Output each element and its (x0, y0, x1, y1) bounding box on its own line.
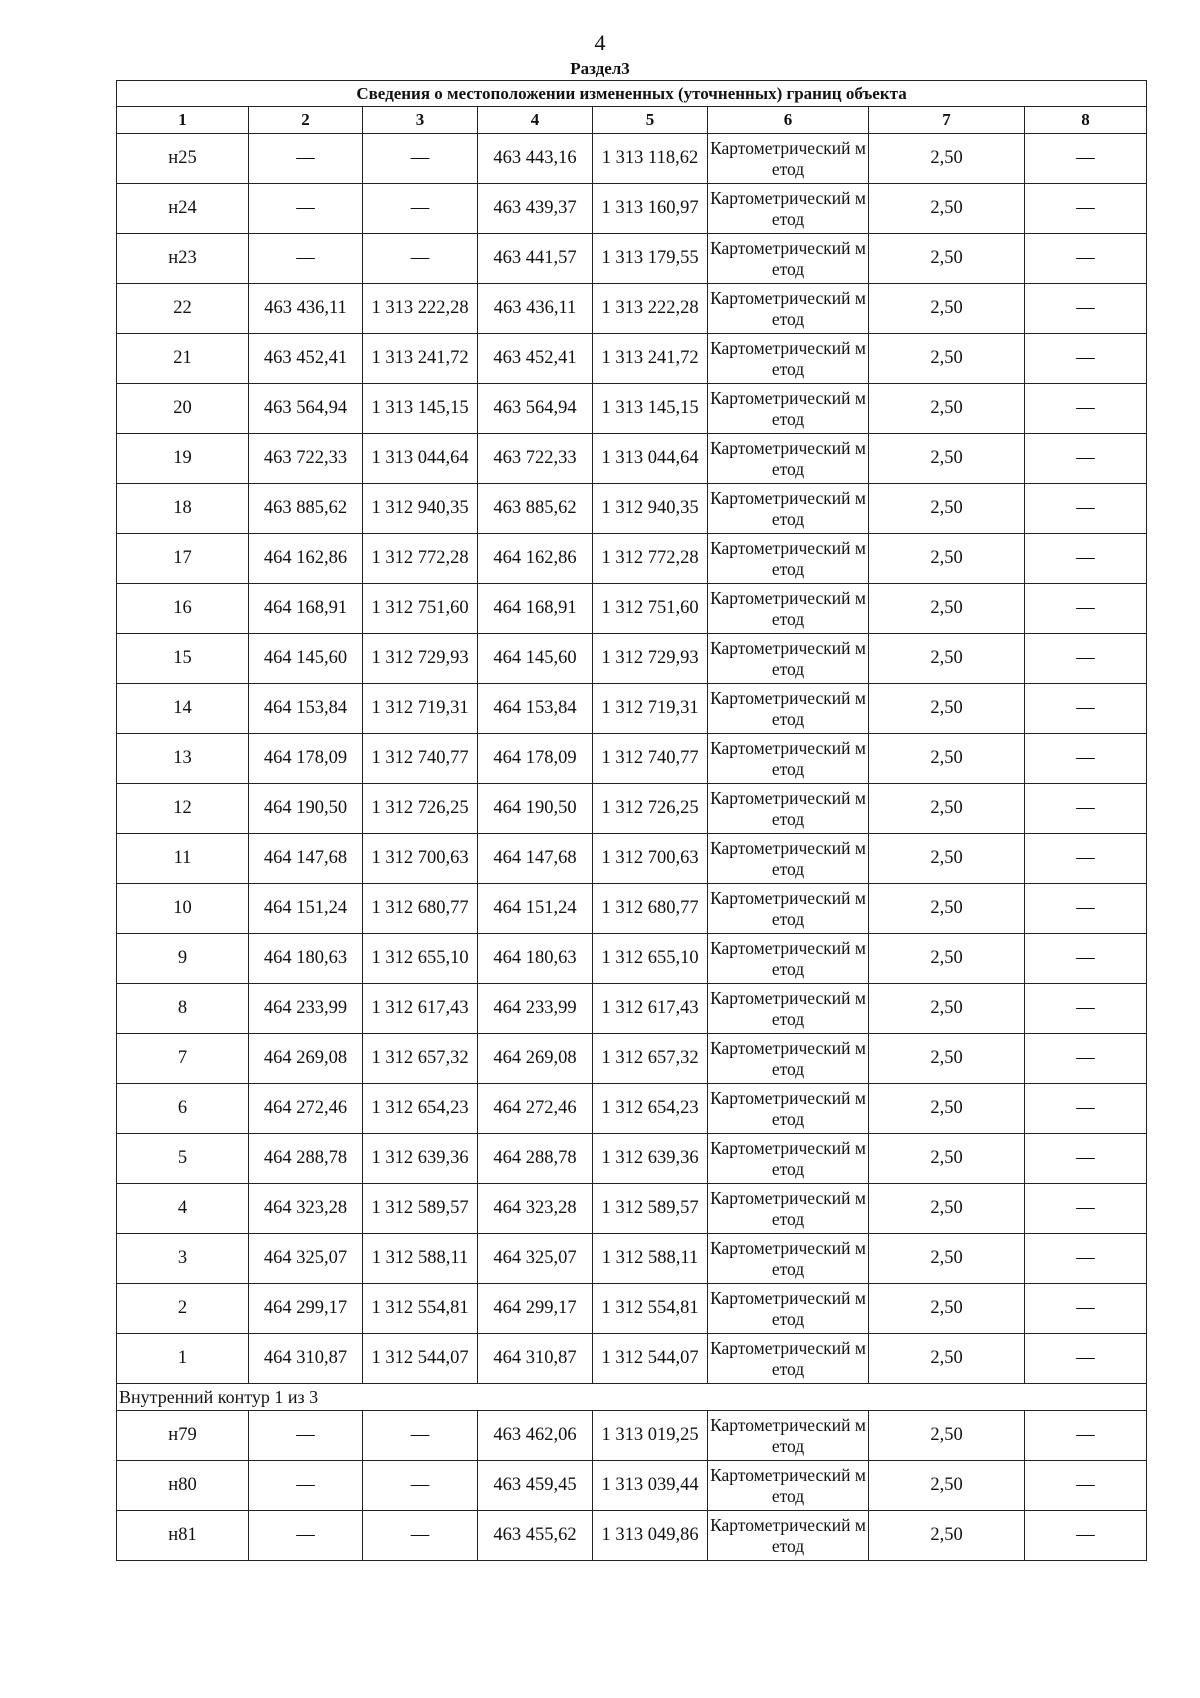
new-x-cell: 463 436,11 (478, 284, 593, 334)
accuracy-cell: 2,50 (869, 934, 1025, 984)
old-y-cell: 1 312 726,25 (363, 784, 478, 834)
new-x-cell: 463 443,16 (478, 134, 593, 184)
description-cell: — (1025, 1234, 1147, 1284)
method-cell: Картометрический метод (708, 784, 869, 834)
inner-contour-rows (117, 1411, 1147, 1561)
accuracy-cell: 2,50 (869, 734, 1025, 784)
method-cell: Картометрический метод (708, 1134, 869, 1184)
description-cell: — (1025, 534, 1147, 584)
old-y-cell: 1 312 655,10 (363, 934, 478, 984)
method-cell: Картометрический метод (708, 1084, 869, 1134)
old-y-cell: 1 312 729,93 (363, 634, 478, 684)
description-cell: — (1025, 684, 1147, 734)
old-y-cell: 1 312 772,28 (363, 534, 478, 584)
new-x-cell: 464 190,50 (478, 784, 593, 834)
new-x-cell: 464 162,86 (478, 534, 593, 584)
table-row (117, 984, 1147, 1034)
method-cell: Картометрический метод (708, 1511, 869, 1561)
accuracy-cell: 2,50 (869, 534, 1025, 584)
new-x-cell: 463 462,06 (478, 1411, 593, 1461)
old-y-cell: 1 313 044,64 (363, 434, 478, 484)
table-row (117, 384, 1147, 434)
point-number-cell: 12 (117, 784, 249, 834)
new-y-cell: 1 312 740,77 (593, 734, 708, 784)
description-cell: — (1025, 734, 1147, 784)
new-x-cell: 464 288,78 (478, 1134, 593, 1184)
table-row (117, 1034, 1147, 1084)
method-cell: Картометрический метод (708, 884, 869, 934)
point-number-cell: 16 (117, 584, 249, 634)
table-row (117, 1084, 1147, 1134)
column-number: 2 (249, 107, 363, 134)
description-cell: — (1025, 384, 1147, 434)
point-number-cell: 1 (117, 1334, 249, 1384)
accuracy-cell: 2,50 (869, 134, 1025, 184)
point-number-cell: н81 (117, 1511, 249, 1561)
point-number-cell: 17 (117, 534, 249, 584)
table-row (117, 1511, 1147, 1561)
method-cell: Картометрический метод (708, 384, 869, 434)
description-cell: — (1025, 984, 1147, 1034)
accuracy-cell: 2,50 (869, 784, 1025, 834)
old-x-cell: 464 168,91 (249, 584, 363, 634)
accuracy-cell: 2,50 (869, 1511, 1025, 1561)
old-x-cell: — (249, 1411, 363, 1461)
description-cell: — (1025, 1284, 1147, 1334)
new-x-cell: 463 439,37 (478, 184, 593, 234)
point-number-cell: 18 (117, 484, 249, 534)
table-row (117, 1184, 1147, 1234)
new-y-cell: 1 312 751,60 (593, 584, 708, 634)
new-x-cell: 464 233,99 (478, 984, 593, 1034)
accuracy-cell: 2,50 (869, 884, 1025, 934)
description-cell: — (1025, 134, 1147, 184)
table-row (117, 284, 1147, 334)
method-cell: Картометрический метод (708, 1334, 869, 1384)
method-cell: Картометрический метод (708, 584, 869, 634)
column-number: 3 (363, 107, 478, 134)
description-cell: — (1025, 234, 1147, 284)
description-cell: — (1025, 1411, 1147, 1461)
new-x-cell: 464 272,46 (478, 1084, 593, 1134)
accuracy-cell: 2,50 (869, 1411, 1025, 1461)
accuracy-cell: 2,50 (869, 1184, 1025, 1234)
description-cell: — (1025, 1034, 1147, 1084)
point-number-cell: 21 (117, 334, 249, 384)
accuracy-cell: 2,50 (869, 434, 1025, 484)
description-cell: — (1025, 484, 1147, 534)
point-number-cell: 8 (117, 984, 249, 1034)
point-number-cell: н79 (117, 1411, 249, 1461)
new-y-cell: 1 312 544,07 (593, 1334, 708, 1384)
old-x-cell: 464 325,07 (249, 1234, 363, 1284)
description-cell: — (1025, 434, 1147, 484)
point-number-cell: н23 (117, 234, 249, 284)
column-number: 6 (708, 107, 869, 134)
old-x-cell: 464 233,99 (249, 984, 363, 1034)
new-y-cell: 1 312 639,36 (593, 1134, 708, 1184)
description-cell: — (1025, 784, 1147, 834)
column-number: 7 (869, 107, 1025, 134)
description-cell: — (1025, 1334, 1147, 1384)
accuracy-cell: 2,50 (869, 234, 1025, 284)
old-y-cell: — (363, 1411, 478, 1461)
accuracy-cell: 2,50 (869, 384, 1025, 434)
method-cell: Картометрический метод (708, 134, 869, 184)
point-number-cell: 13 (117, 734, 249, 784)
accuracy-cell: 2,50 (869, 1334, 1025, 1384)
old-y-cell: 1 312 588,11 (363, 1234, 478, 1284)
table-row (117, 1134, 1147, 1184)
accuracy-cell: 2,50 (869, 184, 1025, 234)
old-y-cell: 1 312 589,57 (363, 1184, 478, 1234)
description-cell: — (1025, 634, 1147, 684)
old-x-cell: 464 190,50 (249, 784, 363, 834)
old-y-cell: 1 313 145,15 (363, 384, 478, 434)
outer-contour-rows (117, 134, 1147, 1384)
old-y-cell: 1 312 544,07 (363, 1334, 478, 1384)
accuracy-cell: 2,50 (869, 1284, 1025, 1334)
old-x-cell: 464 299,17 (249, 1284, 363, 1334)
inner-contour-header (117, 1384, 1147, 1411)
new-y-cell: 1 312 726,25 (593, 784, 708, 834)
description-cell: — (1025, 1084, 1147, 1134)
description-cell: — (1025, 284, 1147, 334)
accuracy-cell: 2,50 (869, 484, 1025, 534)
old-y-cell: 1 312 740,77 (363, 734, 478, 784)
page-number: 4 (594, 30, 606, 55)
table-row (117, 584, 1147, 634)
method-cell: Картометрический метод (708, 334, 869, 384)
table-row (117, 1234, 1147, 1284)
point-number-cell: 14 (117, 684, 249, 734)
new-y-cell: 1 313 145,15 (593, 384, 708, 434)
old-x-cell: 464 151,24 (249, 884, 363, 934)
old-x-cell: — (249, 184, 363, 234)
new-x-cell: 463 885,62 (478, 484, 593, 534)
accuracy-cell: 2,50 (869, 284, 1025, 334)
old-y-cell: 1 312 657,32 (363, 1034, 478, 1084)
new-x-cell: 464 178,09 (478, 734, 593, 784)
method-cell: Картометрический метод (708, 734, 869, 784)
old-x-cell: 464 147,68 (249, 834, 363, 884)
accuracy-cell: 2,50 (869, 1084, 1025, 1134)
method-cell: Картометрический метод (708, 1034, 869, 1084)
new-y-cell: 1 312 654,23 (593, 1084, 708, 1134)
table-row (117, 184, 1147, 234)
table-row (117, 134, 1147, 184)
new-x-cell: 463 455,62 (478, 1511, 593, 1561)
method-cell: Картометрический метод (708, 1284, 869, 1334)
old-y-cell: — (363, 234, 478, 284)
description-cell: — (1025, 1461, 1147, 1511)
point-number-cell: 3 (117, 1234, 249, 1284)
old-x-cell: 464 145,60 (249, 634, 363, 684)
old-y-cell: — (363, 184, 478, 234)
method-cell: Картометрический метод (708, 484, 869, 534)
old-x-cell: — (249, 234, 363, 284)
table-row (117, 1411, 1147, 1461)
old-x-cell: 464 178,09 (249, 734, 363, 784)
new-y-cell: 1 313 044,64 (593, 434, 708, 484)
new-x-cell: 463 441,57 (478, 234, 593, 284)
new-y-cell: 1 313 019,25 (593, 1411, 708, 1461)
method-cell: Картометрический метод (708, 1461, 869, 1511)
table-title-row (117, 81, 1147, 107)
table-row (117, 1461, 1147, 1511)
column-number-row (117, 107, 1147, 134)
point-number-cell: 10 (117, 884, 249, 934)
method-cell: Картометрический метод (708, 634, 869, 684)
point-number-cell: 20 (117, 384, 249, 434)
accuracy-cell: 2,50 (869, 834, 1025, 884)
new-x-cell: 463 564,94 (478, 384, 593, 434)
point-number-cell: 5 (117, 1134, 249, 1184)
column-number: 8 (1025, 107, 1147, 134)
old-y-cell: — (363, 1461, 478, 1511)
accuracy-cell: 2,50 (869, 1134, 1025, 1184)
point-number-cell: 22 (117, 284, 249, 334)
old-x-cell: 464 272,46 (249, 1084, 363, 1134)
method-cell: Картометрический метод (708, 434, 869, 484)
old-y-cell: 1 312 940,35 (363, 484, 478, 534)
new-y-cell: 1 312 554,81 (593, 1284, 708, 1334)
old-y-cell: — (363, 1511, 478, 1561)
inner-contour-label: Внутренний контур 1 из 3 (117, 1384, 1147, 1411)
new-y-cell: 1 312 588,11 (593, 1234, 708, 1284)
point-number-cell: 6 (117, 1084, 249, 1134)
method-cell: Картометрический метод (708, 684, 869, 734)
old-y-cell: 1 312 751,60 (363, 584, 478, 634)
old-y-cell: 1 313 222,28 (363, 284, 478, 334)
table-row (117, 1334, 1147, 1384)
new-x-cell: 464 145,60 (478, 634, 593, 684)
new-y-cell: 1 313 160,97 (593, 184, 708, 234)
table-row (117, 534, 1147, 584)
table-row (117, 734, 1147, 784)
accuracy-cell: 2,50 (869, 634, 1025, 684)
inner-contour-row (117, 1384, 1147, 1411)
point-number-cell: 15 (117, 634, 249, 684)
old-x-cell: — (249, 1511, 363, 1561)
new-y-cell: 1 312 589,57 (593, 1184, 708, 1234)
table-row (117, 934, 1147, 984)
old-x-cell: — (249, 1461, 363, 1511)
new-x-cell: 464 269,08 (478, 1034, 593, 1084)
old-x-cell: 464 162,86 (249, 534, 363, 584)
column-number: 4 (478, 107, 593, 134)
table-row (117, 634, 1147, 684)
new-x-cell: 464 151,24 (478, 884, 593, 934)
table-row (117, 1284, 1147, 1334)
table-title: Сведения о местоположении измененных (уточненных) границ объекта (117, 81, 1147, 107)
description-cell: — (1025, 334, 1147, 384)
method-cell: Картометрический метод (708, 284, 869, 334)
point-number-cell: 11 (117, 834, 249, 884)
table-row (117, 484, 1147, 534)
new-y-cell: 1 312 617,43 (593, 984, 708, 1034)
accuracy-cell: 2,50 (869, 334, 1025, 384)
old-x-cell: 464 153,84 (249, 684, 363, 734)
new-y-cell: 1 313 222,28 (593, 284, 708, 334)
new-x-cell: 464 310,87 (478, 1334, 593, 1384)
old-x-cell: — (249, 134, 363, 184)
new-x-cell: 464 147,68 (478, 834, 593, 884)
old-x-cell: 464 288,78 (249, 1134, 363, 1184)
old-x-cell: 463 452,41 (249, 334, 363, 384)
accuracy-cell: 2,50 (869, 1234, 1025, 1284)
method-cell: Картометрический метод (708, 1411, 869, 1461)
old-x-cell: 463 722,33 (249, 434, 363, 484)
new-y-cell: 1 312 680,77 (593, 884, 708, 934)
old-y-cell: 1 312 680,77 (363, 884, 478, 934)
new-x-cell: 464 153,84 (478, 684, 593, 734)
accuracy-cell: 2,50 (869, 684, 1025, 734)
description-cell: — (1025, 934, 1147, 984)
old-y-cell: 1 312 617,43 (363, 984, 478, 1034)
column-number: 1 (117, 107, 249, 134)
column-number: 5 (593, 107, 708, 134)
description-cell: — (1025, 884, 1147, 934)
table-row (117, 334, 1147, 384)
old-y-cell: 1 312 654,23 (363, 1084, 478, 1134)
description-cell: — (1025, 184, 1147, 234)
method-cell: Картометрический метод (708, 1234, 869, 1284)
new-y-cell: 1 313 049,86 (593, 1511, 708, 1561)
method-cell: Картометрический метод (708, 934, 869, 984)
new-y-cell: 1 312 940,35 (593, 484, 708, 534)
old-y-cell: 1 312 719,31 (363, 684, 478, 734)
new-x-cell: 464 323,28 (478, 1184, 593, 1234)
new-y-cell: 1 313 179,55 (593, 234, 708, 284)
table-row (117, 234, 1147, 284)
new-y-cell: 1 312 729,93 (593, 634, 708, 684)
accuracy-cell: 2,50 (869, 1461, 1025, 1511)
method-cell: Картометрический метод (708, 234, 869, 284)
table-row (117, 834, 1147, 884)
point-number-cell: 19 (117, 434, 249, 484)
new-y-cell: 1 313 241,72 (593, 334, 708, 384)
new-x-cell: 464 180,63 (478, 934, 593, 984)
method-cell: Картометрический метод (708, 1184, 869, 1234)
new-y-cell: 1 312 655,10 (593, 934, 708, 984)
new-x-cell: 464 325,07 (478, 1234, 593, 1284)
description-cell: — (1025, 834, 1147, 884)
new-y-cell: 1 312 772,28 (593, 534, 708, 584)
old-y-cell: 1 313 241,72 (363, 334, 478, 384)
old-x-cell: 464 310,87 (249, 1334, 363, 1384)
point-number-cell: 7 (117, 1034, 249, 1084)
boundary-coordinates-table (116, 80, 1147, 1561)
new-x-cell: 463 452,41 (478, 334, 593, 384)
table-row (117, 434, 1147, 484)
section-title: Раздел3 (570, 59, 630, 78)
point-number-cell: 9 (117, 934, 249, 984)
point-number-cell: н25 (117, 134, 249, 184)
description-cell: — (1025, 1184, 1147, 1234)
old-x-cell: 464 269,08 (249, 1034, 363, 1084)
new-x-cell: 464 299,17 (478, 1284, 593, 1334)
point-number-cell: 2 (117, 1284, 249, 1334)
old-x-cell: 463 564,94 (249, 384, 363, 434)
method-cell: Картометрический метод (708, 834, 869, 884)
new-y-cell: 1 312 719,31 (593, 684, 708, 734)
new-y-cell: 1 312 657,32 (593, 1034, 708, 1084)
accuracy-cell: 2,50 (869, 984, 1025, 1034)
table-row (117, 684, 1147, 734)
old-x-cell: 464 180,63 (249, 934, 363, 984)
description-cell: — (1025, 584, 1147, 634)
old-y-cell: 1 312 554,81 (363, 1284, 478, 1334)
new-x-cell: 463 722,33 (478, 434, 593, 484)
point-number-cell: н80 (117, 1461, 249, 1511)
new-y-cell: 1 313 039,44 (593, 1461, 708, 1511)
method-cell: Картометрический метод (708, 184, 869, 234)
method-cell: Картометрический метод (708, 534, 869, 584)
old-x-cell: 463 885,62 (249, 484, 363, 534)
table-row (117, 884, 1147, 934)
point-number-cell: 4 (117, 1184, 249, 1234)
description-cell: — (1025, 1134, 1147, 1184)
old-x-cell: 464 323,28 (249, 1184, 363, 1234)
old-x-cell: 463 436,11 (249, 284, 363, 334)
new-y-cell: 1 312 700,63 (593, 834, 708, 884)
old-y-cell: 1 312 700,63 (363, 834, 478, 884)
method-cell: Картометрический метод (708, 984, 869, 1034)
old-y-cell: — (363, 134, 478, 184)
new-x-cell: 464 168,91 (478, 584, 593, 634)
accuracy-cell: 2,50 (869, 584, 1025, 634)
old-y-cell: 1 312 639,36 (363, 1134, 478, 1184)
new-y-cell: 1 313 118,62 (593, 134, 708, 184)
new-x-cell: 463 459,45 (478, 1461, 593, 1511)
description-cell: — (1025, 1511, 1147, 1561)
accuracy-cell: 2,50 (869, 1034, 1025, 1084)
table-row (117, 784, 1147, 834)
point-number-cell: н24 (117, 184, 249, 234)
